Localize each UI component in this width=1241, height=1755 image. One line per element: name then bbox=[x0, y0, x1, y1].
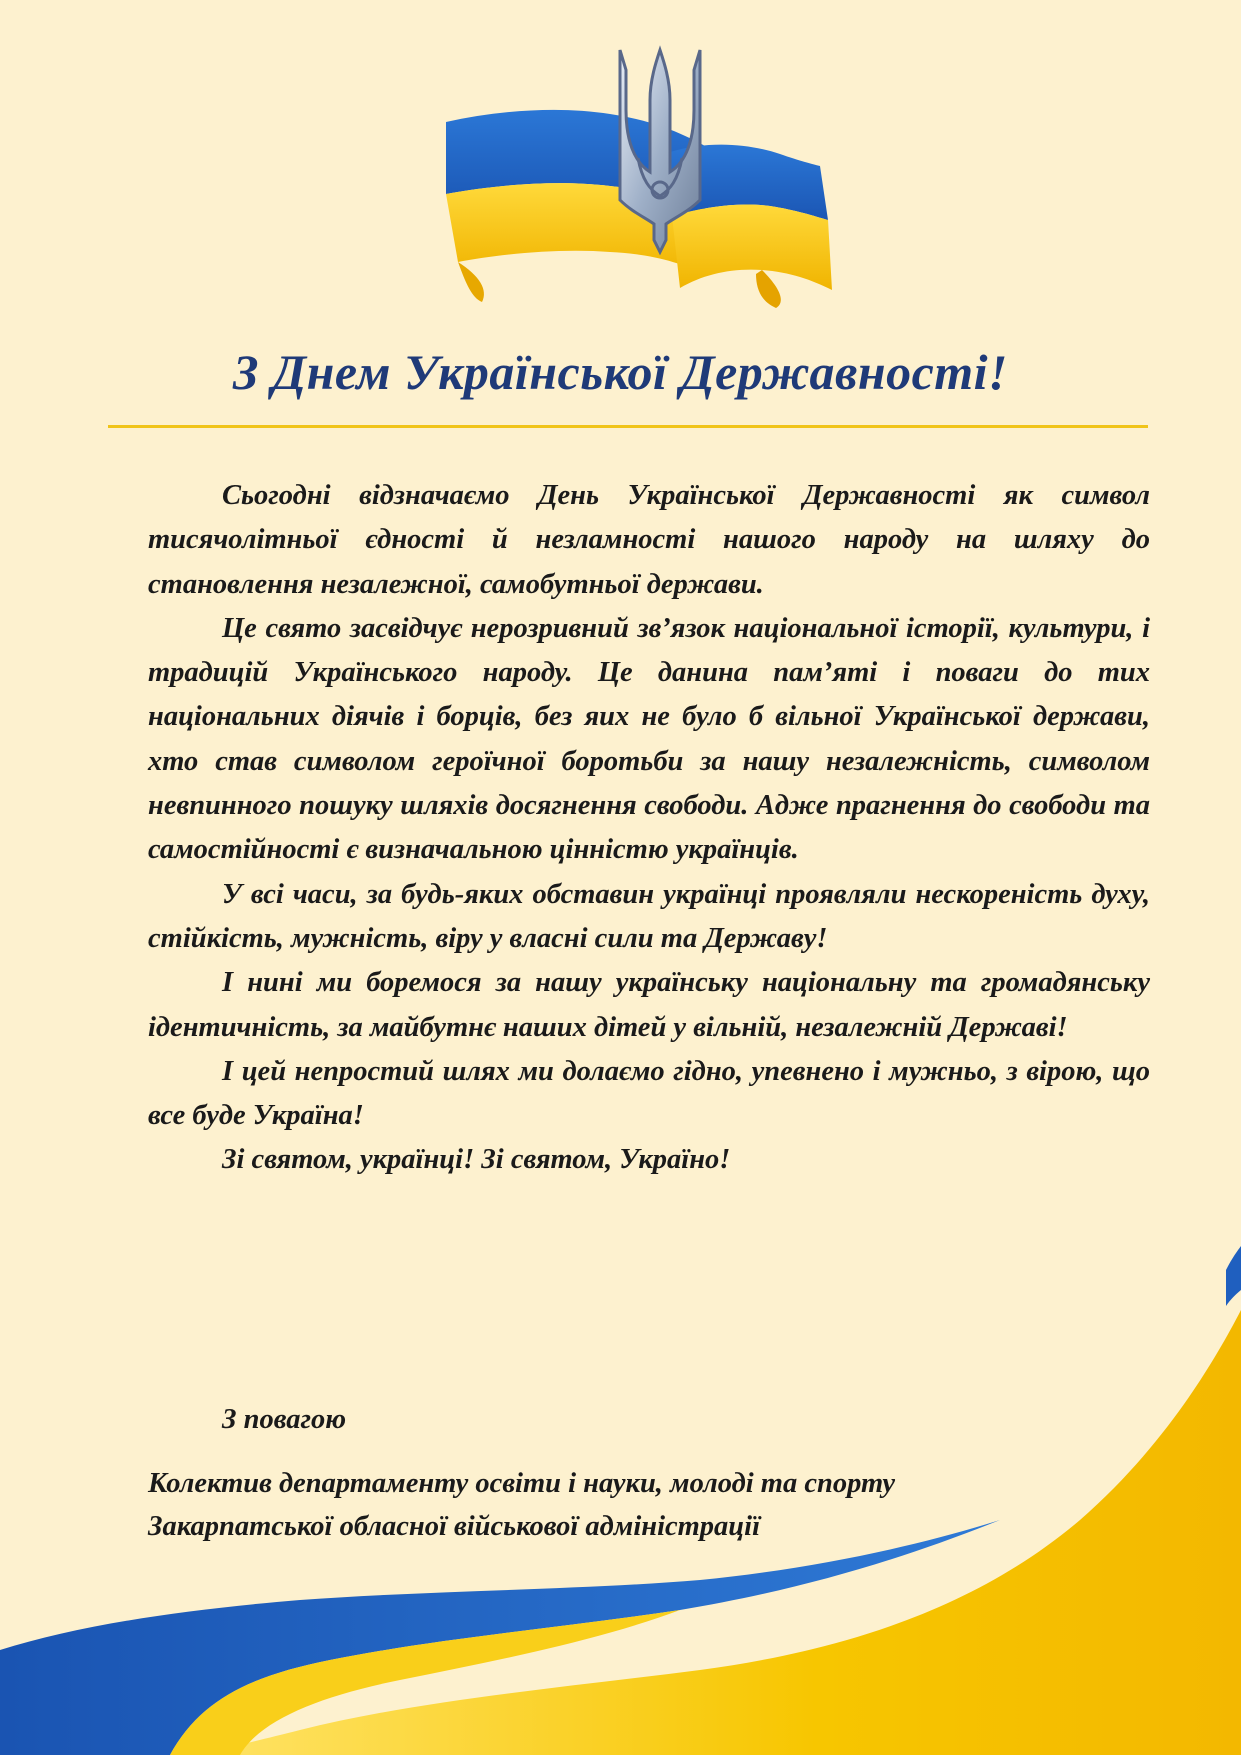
paragraph: У всі часи, за будь-яких обставин українці проявляли нескореність духу, стійкість, мужність, віру у власні сили та Державу! bbox=[148, 878, 1150, 954]
signature-line: Колектив департаменту освіти і науки, молоді та спорту bbox=[148, 1468, 896, 1499]
letter-body bbox=[148, 474, 1150, 1183]
signature-line: Закарпатської обласної військової адміністрації bbox=[148, 1511, 760, 1542]
title-divider bbox=[108, 425, 1148, 428]
page-title: З Днем Української Державності! bbox=[232, 344, 1009, 400]
wave-ribbon-icon bbox=[0, 1230, 1241, 1755]
closing-phrase: З повагою bbox=[222, 1404, 347, 1435]
ukrainian-flag-emblem bbox=[440, 40, 870, 340]
paragraph: Сьогодні відзначаємо День Української Державності як символ тисячолітньої єдності й незламності нашого народу на шляху до становлення незалежної, самобутньої держави. bbox=[148, 480, 1150, 600]
paragraph: Зі святом, українці! Зі святом, Україно! bbox=[222, 1144, 731, 1176]
paragraph: Це свято засвідчує нерозривний зв’язок національної історії, культури, і традицій Українського народу. Це данина пам’яті і поваги до тих національних діячів і борців, без яих не було б вільної Української держави, хто став символом героїчної боротьби за нашу незалежність, символом невпинного пошуку шляхів досягнення свободи. Адже прагнення до свободи та самостійності є визначальною цінністю українців. bbox=[148, 612, 1150, 866]
paragraph: І нині ми боремося за нашу українську національну та громадянську ідентичність, за майбутнє наших дітей у вільній, незалежній Державі! bbox=[148, 967, 1150, 1043]
ribbon-decoration bbox=[0, 1230, 1241, 1755]
flag-icon bbox=[440, 40, 870, 340]
paragraph: І цей непростий шлях ми долаємо гідно, упевнено і мужньо, з вірою, що все буде Україна! bbox=[148, 1055, 1150, 1132]
